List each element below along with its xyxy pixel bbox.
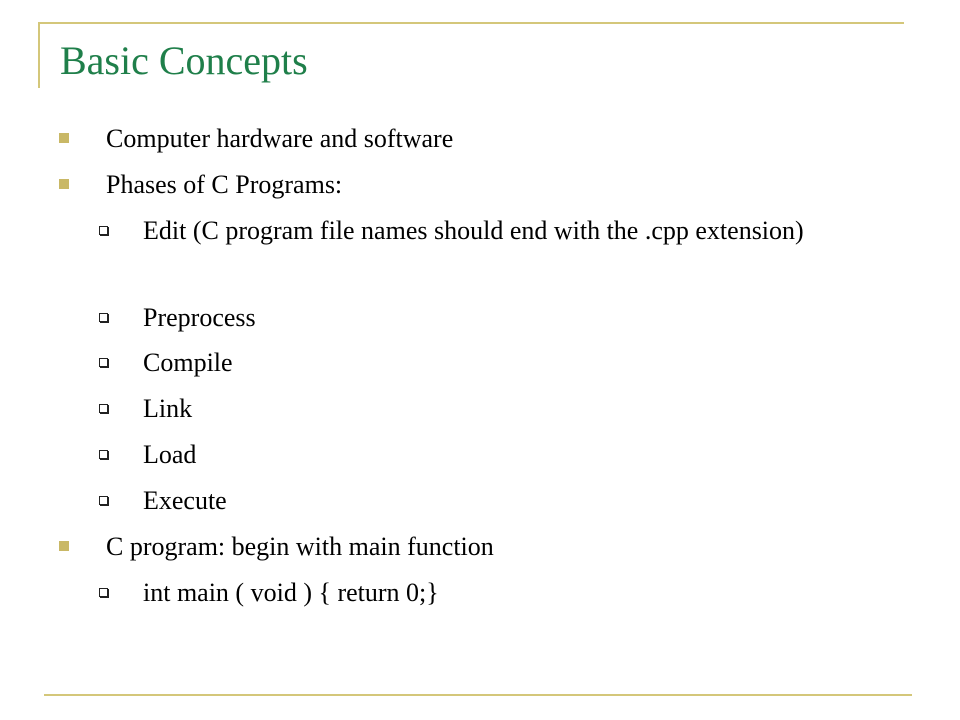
checkbox-bullet-icon <box>99 588 108 597</box>
bullet-text: Phases of C Programs: <box>106 170 343 199</box>
sub-bullet-text: Execute <box>143 486 227 515</box>
sub-bullet-item <box>143 301 843 334</box>
checkbox-bullet-icon <box>99 496 108 505</box>
sub-bullet-item <box>143 576 843 609</box>
sub-bullet-text: Compile <box>143 348 233 377</box>
sub-bullet-item <box>143 392 843 425</box>
bullet-text: C program: begin with main function <box>106 532 494 561</box>
sub-bullet-item <box>143 214 843 247</box>
sub-bullet-text: Load <box>143 440 197 469</box>
square-bullet-icon <box>59 541 69 551</box>
sub-bullet-item <box>143 346 843 379</box>
bullet-item <box>106 530 906 563</box>
sub-bullet-item <box>143 484 843 517</box>
sub-bullet-text: Edit (C program file names should end with the .cpp extension) <box>143 216 804 245</box>
checkbox-bullet-icon <box>99 226 108 235</box>
square-bullet-icon <box>59 179 69 189</box>
sub-bullet-item <box>143 438 843 471</box>
sub-bullet-text: Preprocess <box>143 303 256 332</box>
sub-bullet-text: int main ( void ) { return 0;} <box>143 578 439 607</box>
frame-left-line <box>38 22 40 88</box>
bullet-item <box>106 168 906 201</box>
slide-title: Basic Concepts <box>60 38 308 83</box>
frame-top-line <box>38 22 904 24</box>
checkbox-bullet-icon <box>99 404 108 413</box>
bullet-text: Computer hardware and software <box>106 124 454 153</box>
bullet-item <box>106 122 906 155</box>
frame-bottom-line <box>44 694 912 696</box>
checkbox-bullet-icon <box>99 358 108 367</box>
checkbox-bullet-icon <box>99 313 108 322</box>
sub-bullet-text: Link <box>143 394 193 423</box>
checkbox-bullet-icon <box>99 450 108 459</box>
square-bullet-icon <box>59 133 69 143</box>
